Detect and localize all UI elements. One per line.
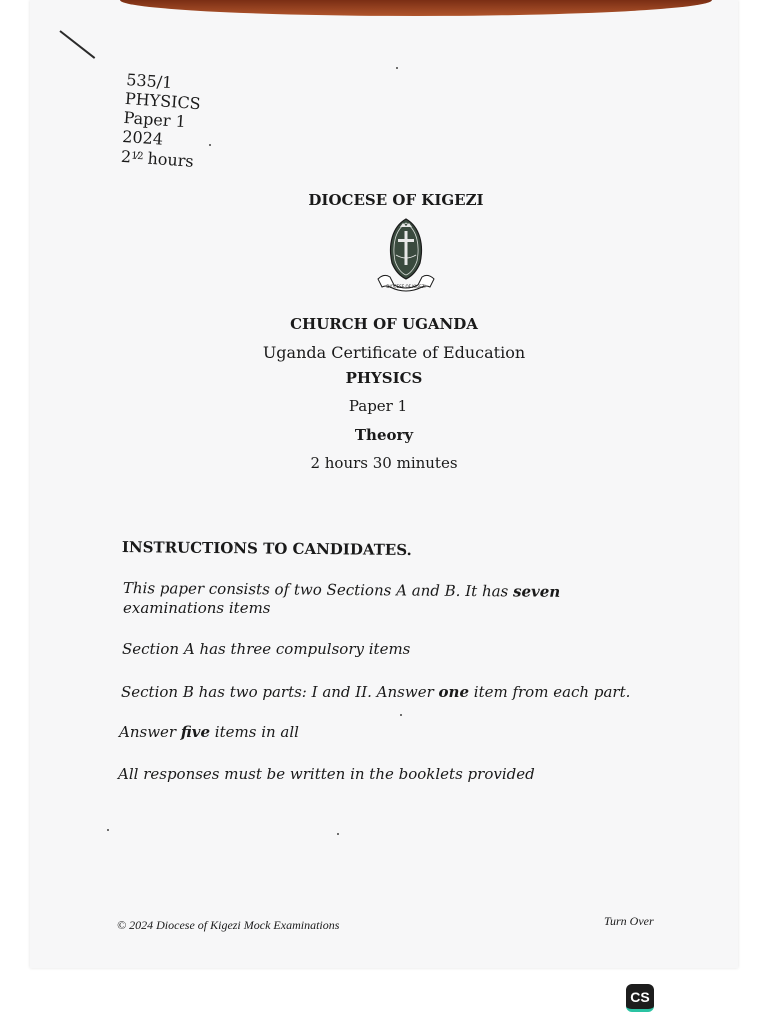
paper-title: Paper 1 (348, 397, 408, 415)
certificate-title: Uganda Certificate of Education (262, 343, 526, 362)
scan-speck (337, 833, 339, 835)
paper-subject: PHYSICS (124, 88, 202, 114)
instruction-item-1 (123, 579, 560, 601)
hours-fraction: 1⁄2 (130, 150, 143, 163)
instruction-item-1-continued: examinations items (123, 599, 271, 617)
instruction-text: This paper consists of two Sections A and B. It has (122, 579, 514, 601)
instruction-emphasis: five (180, 723, 211, 741)
copyright-footer: © 2024 Diocese of Kigezi Mock Examinations (117, 918, 340, 932)
scan-speck (107, 829, 109, 831)
church-title: CHURCH OF UGANDA (290, 315, 478, 333)
organization-title: DIOCESE OF KIGEZI (308, 191, 484, 209)
scan-speck (396, 67, 398, 69)
paper-code-block (120, 70, 202, 171)
instruction-text: items in all (210, 723, 299, 741)
instruction-emphasis: seven (512, 582, 561, 601)
instruction-item-3 (121, 683, 630, 701)
paper-code: 535/1 (125, 70, 173, 93)
scan-speck (209, 144, 211, 146)
scan-speck (400, 714, 402, 716)
paper-number: Paper 1 (123, 107, 187, 132)
hours-label: hours (146, 148, 195, 171)
instruction-item-2: Section A has three compulsory items (122, 640, 411, 658)
camscanner-logo-icon: CS (626, 984, 654, 1012)
instruction-item-5: All responses must be written in the booklets provided (118, 765, 535, 783)
duration-title: 2 hours 30 minutes (310, 454, 458, 472)
section-type-title: Theory (354, 426, 414, 444)
diocese-crest-icon (374, 213, 438, 295)
crest-ribbon-text: DIOCESE OF KIGEZI (386, 284, 426, 289)
instruction-item-4 (119, 723, 299, 741)
instruction-text: item from each part. (469, 683, 631, 701)
subject-title: PHYSICS (345, 369, 423, 387)
turn-over-footer: Turn Over (604, 914, 654, 928)
instructions-heading: INSTRUCTIONS TO CANDIDATES. (121, 538, 412, 560)
paper-year: 2024 (121, 126, 164, 149)
instruction-text: Answer (119, 723, 181, 741)
hours-whole: 2 (120, 146, 132, 167)
instruction-text: Section B has two parts: I and II. Answer (121, 683, 439, 701)
instruction-emphasis: one (438, 683, 469, 701)
